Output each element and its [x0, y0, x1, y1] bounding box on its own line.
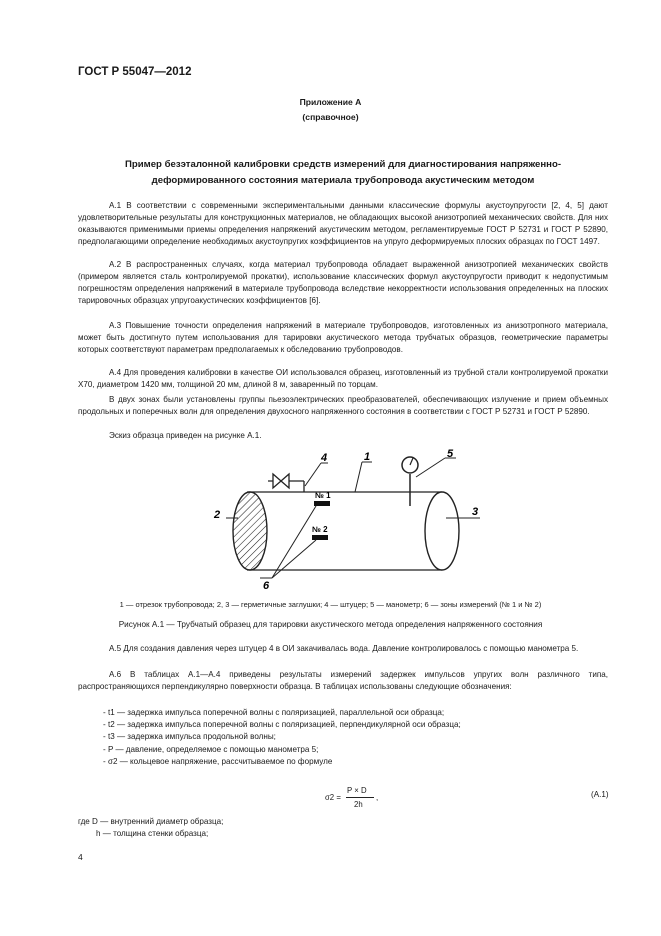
paragraph-a2 [78, 259, 608, 307]
appendix-title: Приложение А [299, 97, 362, 107]
paragraph-a4b [78, 394, 608, 418]
figure-legend: 1 — отрезок трубопровода; 2, 3 — герметичные заглушки; 4 — штуцер; 5 — манометр; 6 — зоны измерений (№ 1 и № 2) [119, 600, 542, 609]
list-item: - t3 — задержка импульса продольной волны; [103, 732, 276, 742]
standard-header: ГОСТ Р 55047—2012 [78, 66, 192, 78]
formula-denominator: 2h [354, 800, 363, 809]
formula-fraction-bar [346, 797, 374, 798]
paragraph-a1 [78, 200, 608, 248]
valve-icon-right [281, 474, 289, 488]
callout-6: 6 [263, 580, 270, 592]
left-end-cap [233, 492, 267, 570]
paragraph-a4c [78, 430, 608, 442]
where-line-d: где D — внутренний диаметр образца; [78, 817, 224, 826]
paragraph-a5 [78, 643, 608, 655]
leader-6a [272, 506, 316, 578]
list-item: - t1 — задержка импульса поперечной волны с поляризацией, параллельной оси образца; [103, 708, 445, 717]
where-block [78, 816, 223, 840]
valve-icon [273, 474, 281, 488]
paragraph-a5-text: А.5 Для создания давления через штуцер 4 в ОИ закачивалась вода. Давление контролировалось с помощью манометра 5. [109, 644, 579, 653]
leader-1 [355, 462, 362, 492]
zone-2-sensor [312, 535, 328, 540]
paragraph-a1-text: А.1 В соответствии с современными экспериментальными данными классические формулы акустоупругости [2, 4, 5] дают удовлетворительные результаты для конструкционных материалов, не обладающих высокой анизотропией механических свойств. Для них оказываются применимыми приемы определения напряжений акустическим методом, регламентируемые ГОСТ Р 52731 и ГОСТ Р 52890, предполагающими определение необходимых акустоупругих коэффициентов на упруго деформируемых плоских образцах по ГОСТ 1497. [78, 201, 608, 246]
leader-4 [305, 463, 321, 486]
zone-1-sensor [314, 501, 330, 506]
pipe-sketch-figure [190, 446, 490, 596]
callout-1: 1 [364, 451, 371, 463]
callout-4: 4 [321, 452, 328, 464]
notation-list [103, 707, 461, 768]
list-item: - P — давление, определяемое с помощью манометра 5; [103, 744, 319, 754]
paragraph-a6-text: А.6 В таблицах А.1—А.4 приведены результаты измерений задержек импульсов упругих волн различного типа, распространяющихся перпендикулярно поверхности образца. В таблицах использованы следующие обозначения: [78, 670, 608, 691]
zone-1-label: № 1 [315, 491, 331, 500]
list-item: - σ2 — кольцевое напряжение, рассчитываемое по формуле [103, 756, 333, 766]
where-line-h: h — толщина стенки образца; [96, 829, 209, 838]
list-item: - t2 — задержка импульса поперечной волны с поляризацией, перпендикулярной оси образца; [103, 720, 461, 730]
right-end-cap [425, 492, 459, 570]
paragraph-a3-text: А.3 Повышение точности определения напряжений в материале трубопроводов, изготовленных из анизотропного материала, может быть достигнуто путем использования для тарировки акустического метода трубчатых образцов, геометрические параметры которых соответствуют параметрам предполагаемых к обследованию трубопроводов. [78, 321, 608, 354]
paragraph-a4c-text: Эскиз образца приведен на рисунке А.1. [109, 431, 262, 440]
page-number: 4 [78, 852, 83, 862]
callout-5: 5 [447, 448, 454, 460]
paragraph-a6 [78, 669, 608, 693]
figure-caption: Рисунок А.1 — Трубчатый образец для тарировки акустического метода определения напряженного состояния [118, 620, 543, 629]
paragraph-a3 [78, 320, 608, 356]
zone-2-label: № 2 [312, 525, 328, 534]
callout-2: 2 [214, 509, 221, 521]
callout-3: 3 [472, 506, 479, 518]
equation-number: (А.1) [591, 790, 609, 799]
appendix-type: (справочное) [302, 112, 359, 122]
formula-numerator: P × D [347, 786, 367, 795]
leader-5 [416, 458, 445, 477]
paragraph-a4b-text: В двух зонах были установлены группы пьезоэлектрических преобразователей, обеспечивающих излучение и прием объемных продольных и поперечных волн для определения двухосного напряженного состояния в соответствии с ГОСТ Р 52731 и ГОСТ Р 52890. [78, 395, 608, 416]
leader-6b [272, 540, 316, 578]
document-title: Пример безэталонной калибровки средств измерений для диагностирования напряженно-деформированного состояния материала трубопровода акустическим методом [124, 159, 562, 186]
paragraph-a2-text: А.2 В распространенных случаях, когда материал трубопровода обладает выраженной анизотропией механических свойств (примером является сталь контролируемой прокатки), использование классических формул акустоупругости приводит к недопустимым погрешностям определения напряжений в материале трубопровода вследствие некорректности использования определенных на плоских тарировочных образцах упругоакустических коэффициентов [6]. [78, 260, 608, 305]
formula-lhs: σ2 = [325, 793, 341, 802]
paragraph-a4 [78, 367, 608, 391]
paragraph-a4-text: А.4 Для проведения калибровки в качестве ОИ использовался образец, изготовленный из трубной стали контролируемой прокатки Х70, диаметром 1420 мм, толщиной 20 мм, длиной 8 м, заваренный по торцам. [78, 368, 608, 389]
formula-tail: , [376, 793, 379, 802]
